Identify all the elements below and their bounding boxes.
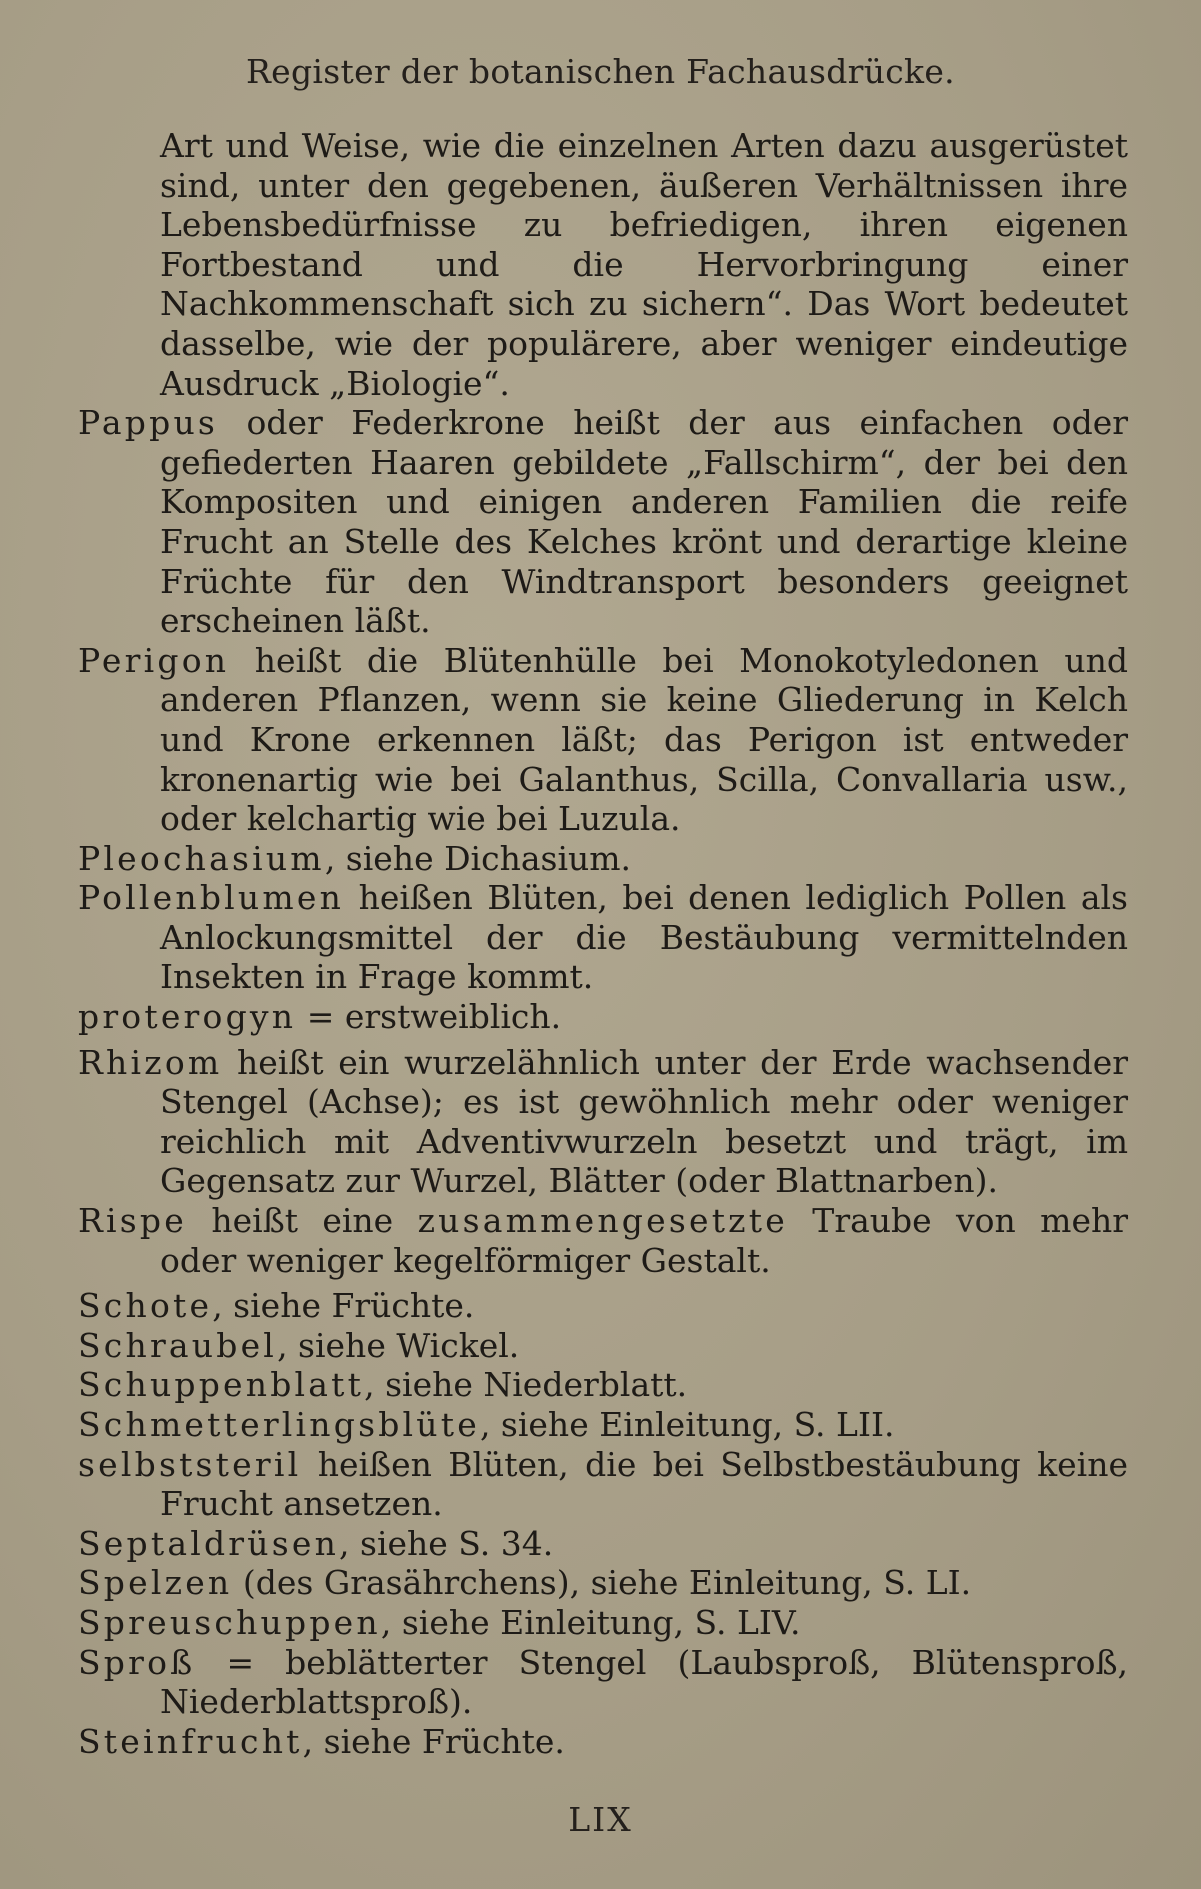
entry-term: Schraubel xyxy=(78,1325,278,1365)
entry-text: , siehe Niederblatt. xyxy=(364,1365,688,1405)
glossary-entry-spelzen xyxy=(78,1563,1128,1603)
entry-term: Sproß xyxy=(78,1642,196,1682)
entry-text: = erstweiblich. xyxy=(296,997,562,1037)
entry-term: Schote xyxy=(78,1286,213,1326)
glossary-entry-proterogyn xyxy=(78,997,1128,1037)
entry-term: selbststeril xyxy=(78,1444,302,1484)
entry-text: heißt ein wurzelähnlich unter der Erde wachsender Stengel (Achse); es ist gewöhnlich mehr oder weniger reichlich mit Adventivwurzeln besetzt und trägt, im Gegensatz zur Wurzel, Blätter (oder Blattnarben). xyxy=(160,1042,1128,1201)
entry-text: , siehe Wickel. xyxy=(277,1325,520,1365)
glossary-entry-spreuschuppen xyxy=(78,1603,1128,1643)
entry-term: Rispe xyxy=(78,1201,187,1241)
glossary-entry-steinfrucht xyxy=(78,1722,1128,1762)
running-head: Register der botanischen Fachausdrücke. xyxy=(246,52,955,91)
entry-term: Spelzen xyxy=(78,1563,233,1603)
entry-term: Pappus xyxy=(78,403,219,443)
entry-text: heißen Blüten, die bei Selbstbestäubung keine Frucht ansetzen. xyxy=(160,1444,1128,1524)
glossary-entry-continuation xyxy=(78,126,1128,403)
entry-text: Traube von mehr oder weniger kegelförmiger Gestalt. xyxy=(160,1201,1128,1280)
glossary-entry-schote xyxy=(78,1286,1128,1326)
glossary-entry-schraubel xyxy=(78,1326,1128,1366)
glossary-entry-pollenblumen xyxy=(78,878,1128,997)
page-number: LIX xyxy=(568,1800,633,1839)
entry-term: proterogyn xyxy=(78,997,297,1037)
entry-term: Spreuschuppen xyxy=(78,1602,381,1642)
glossary-entry-rhizom xyxy=(78,1043,1128,1201)
entry-term: Pollenblumen xyxy=(78,878,345,918)
entry-text: , siehe Einleitung, S. LIV. xyxy=(380,1602,801,1642)
entry-text: , siehe Dichasium. xyxy=(324,838,632,878)
glossary-entry-spross xyxy=(78,1643,1128,1722)
entry-term: Rhizom xyxy=(78,1042,223,1082)
glossary-entry-schmetterlingsbluete xyxy=(78,1405,1128,1445)
entry-term: Schmetterlingsblüte xyxy=(78,1405,480,1444)
entry-text: , siehe Früchte. xyxy=(212,1286,475,1326)
entry-emphasis: zusammengesetzte xyxy=(417,1201,788,1241)
glossary-entry-selbststeril xyxy=(78,1445,1128,1524)
entry-term: Schuppenblatt xyxy=(78,1365,365,1405)
entry-term: Septaldrüsen xyxy=(78,1523,340,1563)
glossary-entry-perigon xyxy=(78,641,1128,839)
entry-text: oder Federkrone heißt der aus einfachen oder gefiederten Haaren gebildete „Fallschirm“, der bei den Kompositen und einigen anderen Familien die reife Frucht an Stelle des Kelches krönt und derartige kleine Früchte für den Windtransport besonders geeignet erscheinen läßt. xyxy=(160,403,1128,641)
entry-text: , siehe Früchte. xyxy=(302,1721,565,1761)
entry-text: heißt die Blütenhülle bei Monokotyledonen und anderen Pflanzen, wenn sie keine Gliederung in Kelch und Krone erkennen läßt; das Perigon ist entweder kronenartig wie bei Galanthus, Scilla, Convallaria usw., oder kelchartig wie bei Luzula. xyxy=(160,640,1128,839)
glossary-entry-rispe xyxy=(78,1201,1128,1280)
entry-text: , siehe Einleitung, S. LII. xyxy=(479,1405,895,1444)
glossary-entry-pappus xyxy=(78,403,1128,641)
entry-text-before: heißt eine xyxy=(187,1201,418,1241)
glossary-body xyxy=(78,126,1128,1761)
entry-text: = beblätterter Stengel (Laubsproß, Blütensproß, Niederblattsproß). xyxy=(160,1642,1128,1722)
entry-term: Pleochasium xyxy=(78,838,325,878)
entry-term: Steinfrucht xyxy=(78,1721,303,1761)
glossary-entry-septaldruesen xyxy=(78,1524,1128,1564)
glossary-entry-schuppenblatt xyxy=(78,1365,1128,1405)
entry-text: (des Grasährchens), siehe Einleitung, S. LI. xyxy=(232,1563,972,1603)
entry-text: , siehe S. 34. xyxy=(339,1523,554,1563)
entry-term: Perigon xyxy=(78,640,230,680)
entry-text: Art und Weise, wie die einzelnen Arten dazu ausgerüstet sind, unter den gegebenen, äußeren Verhältnissen ihre Lebensbedürfnisse zu befriedigen, ihren eigenen Fortbestand und die Hervorbringung einer Nachkommenschaft sich zu sichern“. Das Wort bedeutet dasselbe, wie der populärere, aber weniger eindeutige Ausdruck „Biologie“. xyxy=(160,126,1128,403)
glossary-entry-pleochasium xyxy=(78,839,1128,879)
entry-text: heißen Blüten, bei denen lediglich Pollen als Anlockungsmittel der die Bestäubung vermittelnden Insekten in Frage kommt. xyxy=(160,878,1128,997)
